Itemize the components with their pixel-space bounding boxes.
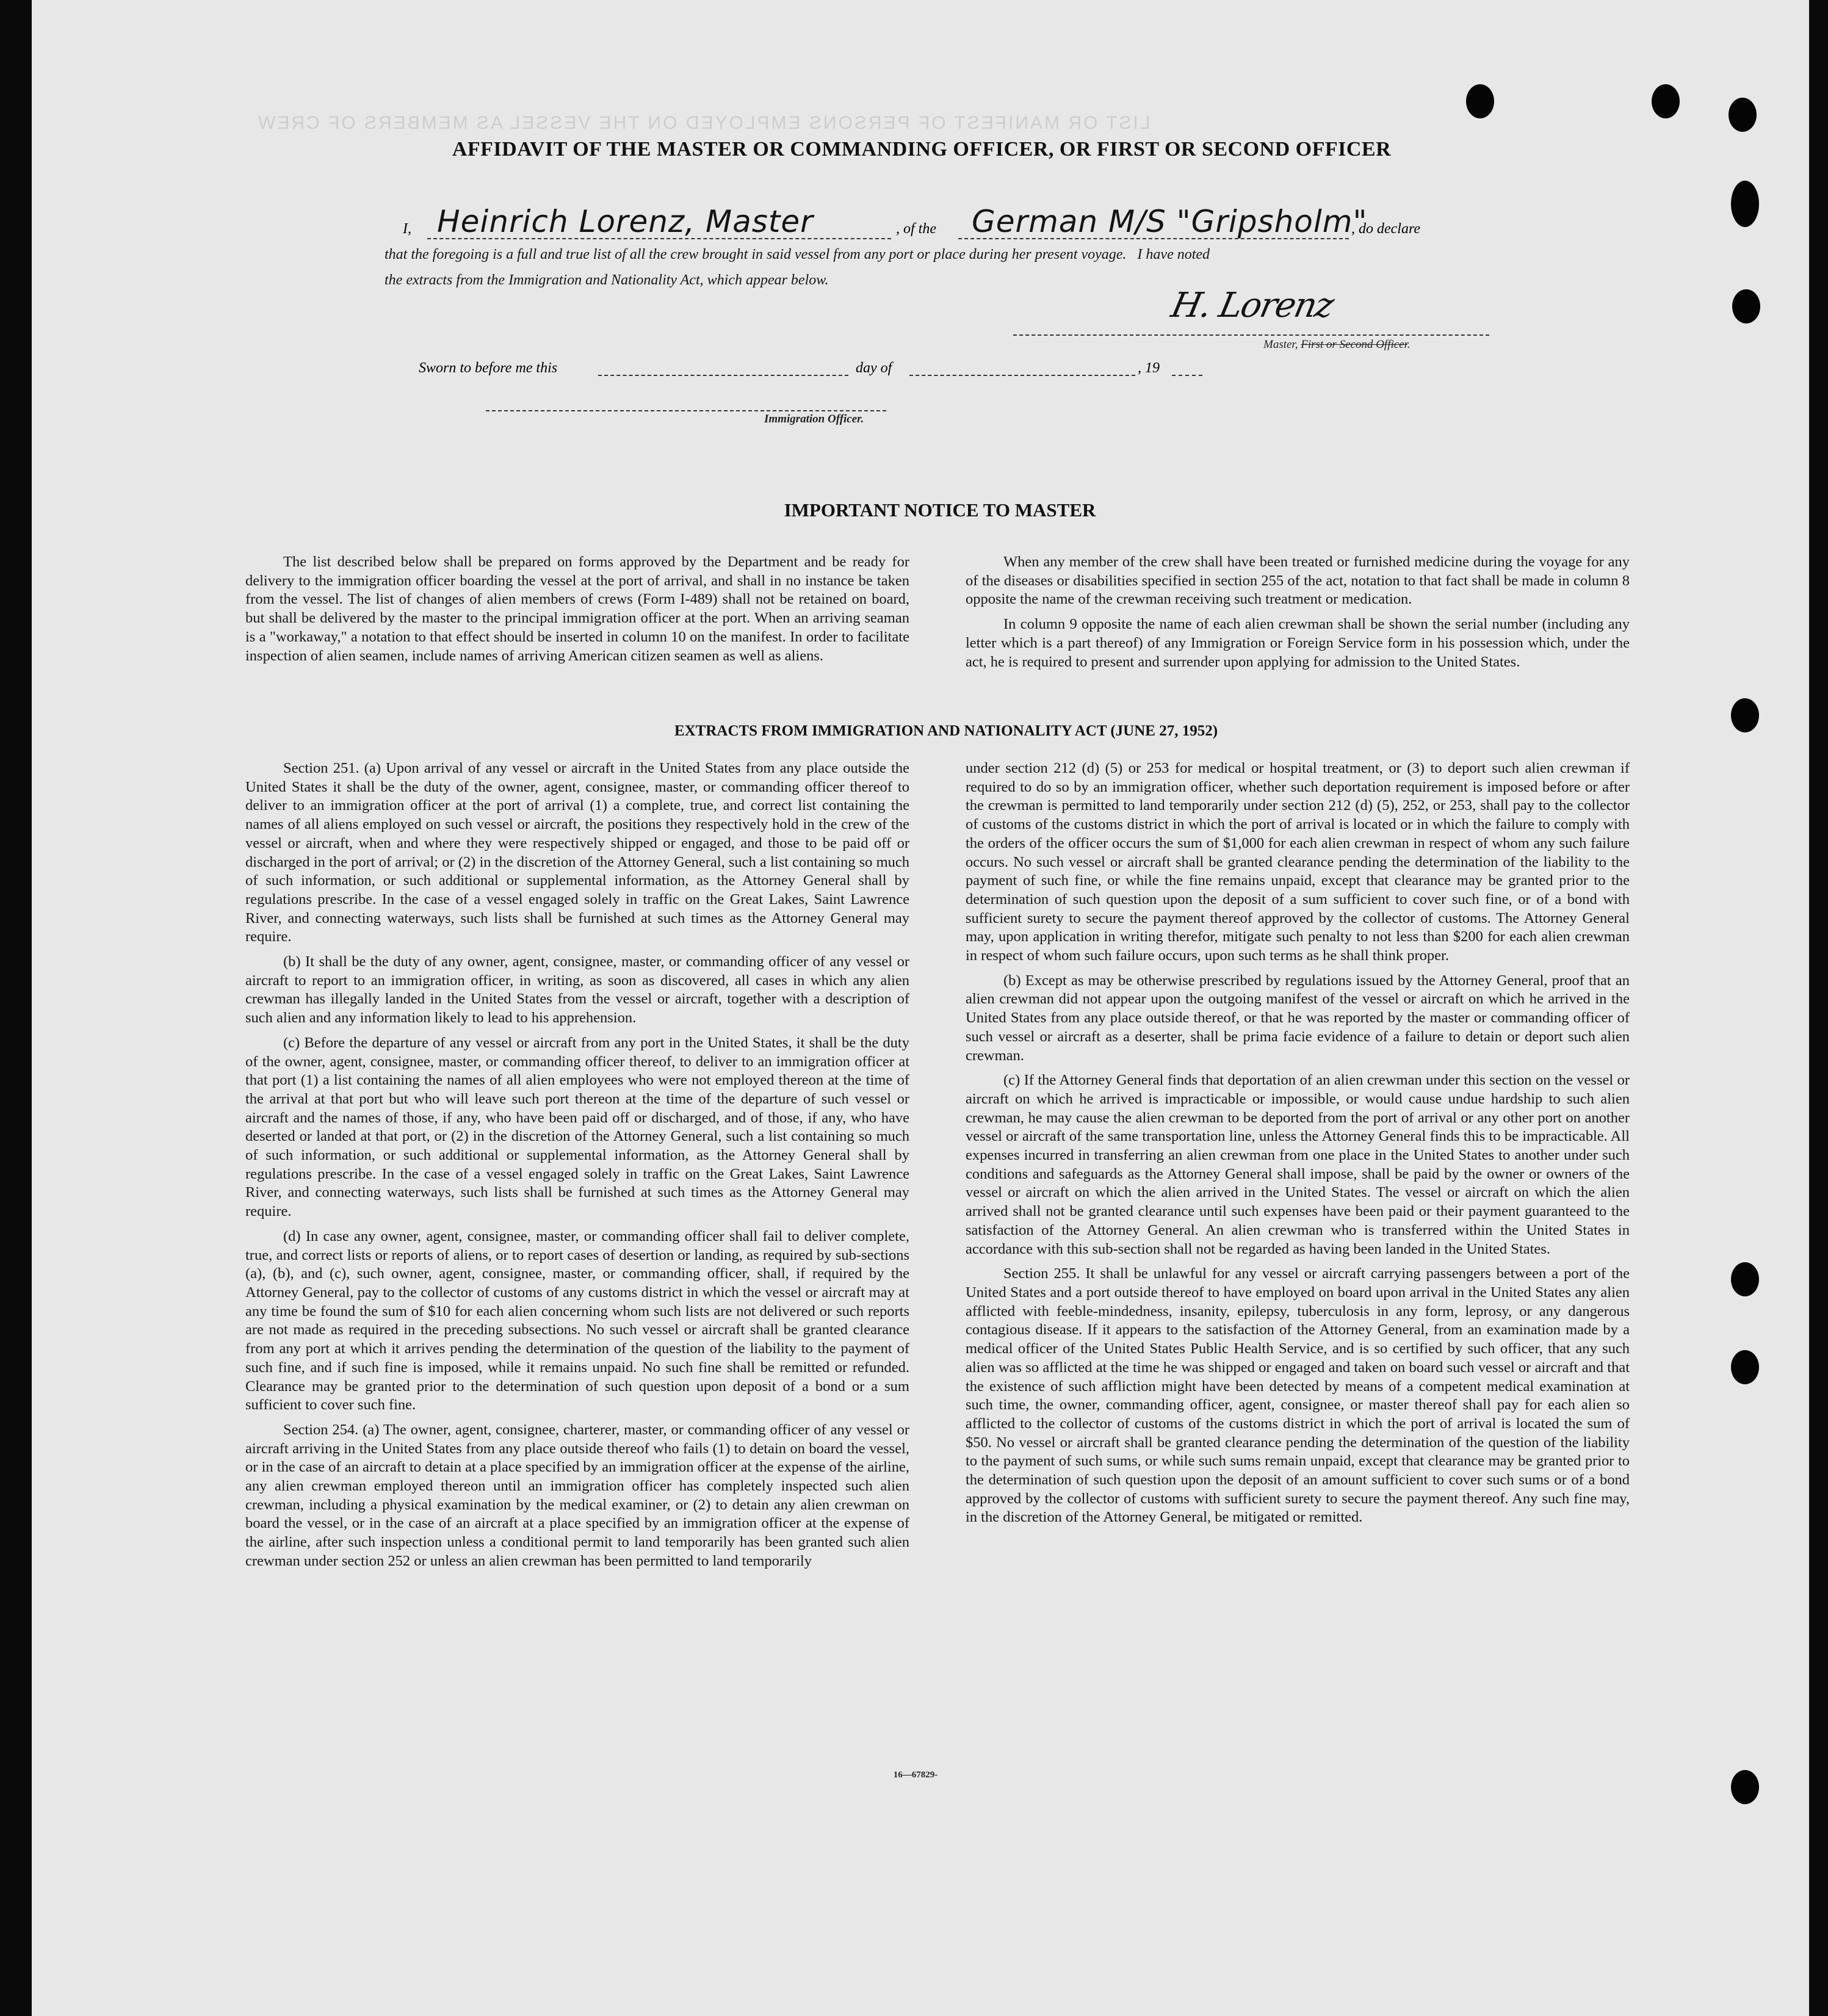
extracts-title: EXTRACTS FROM IMMIGRATION AND NATIONALITY ACT (JUNE 27, 1952): [674, 723, 1218, 739]
declarant-name: Heinrich Lorenz, Master: [437, 204, 814, 239]
extract-paragraph: Section 255. It shall be unlawful for any vessel or aircraft carrying passengers between a port of the United States and a port outside thereof to have employed on board upon arrival in the United States any alien afflicted with feeble-mindedness, insanity, epilepsy, tuberculosis in any form, leprosy, or any dangerous contagious disease. If it appears to the satisfaction of the Attorney General, from an examination made by a medical officer of the United States Public Health Service, and is so certified by such officer, that any such alien was so afflicted at the time he was shipped or engaged and taken on board such vessel or aircraft and that the existence of such affliction might have been detected by means of a competent medical examination at such time, the owner, commanding officer, agent, consignee, or master thereof shall pay for each alien so afflicted to the collector of customs of the customs district in which the port of arrival is located the sum of $50. No vessel or aircraft shall be granted clearance pending the determination of the question of the liability to the payment of such sums, or while such sums remain unpaid, except that clearance may be granted prior to the determination of such question upon the deposit of an amount sufficient to cover such sums or of a bond approved by the collector of customs with sufficient surety to secure the payment thereof. Any such fine may, in the discretion of the Attorney General, be mitigated or remitted.: [966, 1265, 1630, 1526]
notice-column-right: [966, 553, 1630, 677]
notice-title: IMPORTANT NOTICE TO MASTER: [784, 499, 1096, 521]
extract-paragraph: (c) Before the departure of any vessel or aircraft from any port in the United States, it shall be the duty of the owner, agent, consignee, master, or commanding officer thereof, to deliver to an immigration officer at that port (1) a list containing the names of all alien employees who were not employed thereon at the time of the arrival at that port but who will leave such port thereon at the time of the departure of such vessel or aircraft and the names of those, if any, who have been paid off or discharged, and of those, if any, who have deserted or landed at that port, or (2) in the discretion of the Attorney General, such a list containing so much of such information, or such additional or supplemental information, as the Attorney General shall by regulations prescribe. In the case of a vessel engaged solely in traffic on the Great Lakes, Saint Lawrence River, and connecting waterways, such lists shall be furnished at such times as the Attorney General may require.: [245, 1034, 909, 1220]
extracts-column-left: [245, 759, 909, 1577]
master-signature: [1166, 286, 1422, 341]
extract-paragraph: Section 251. (a) Upon arrival of any vessel or aircraft in the United States from any place outside the United States it shall be the duty of the owner, agent, consignee, master, or commanding officer thereof to deliver to an immigration officer at the port of arrival (1) a complete, true, and correct list containing the names of all aliens employed on such vessel or aircraft, the positions they respectively hold in the crew of the vessel or aircraft, when and where they were respectively shipped or engaged, and those to be paid off or discharged in the port of arrival; or (2) in the discretion of the Attorney General, such a list containing so much of such information, or such additional or supplemental information, as the Attorney General shall by regulations prescribe. In the case of a vessel engaged solely in traffic on the Great Lakes, Saint Lawrence River, and connecting waterways, such lists shall be furnished at such times as the Attorney General may require.: [245, 760, 909, 945]
affidavit-title: AFFIDAVIT OF THE MASTER OR COMMANDING OFFICER, OR FIRST OR SECOND OFFICER: [452, 138, 1392, 161]
print-code: 16—67829-: [893, 1770, 938, 1780]
declaration-line: [403, 204, 1501, 247]
declarant-name-line: [427, 238, 891, 239]
signature-caption-suffix: .: [1407, 338, 1411, 351]
extract-paragraph: under section 212 (d) (5) or 253 for medical or hospital treatment, or (3) to deport such alien crewman if required to do so by an immigration officer, whether such deportation requirement is imposed before or after the crewman is permitted to land temporarily under section 212 (d) (5), 252, or 253, shall pay to the collector of customs of the customs district in which the port of arrival is located or in which the failure to comply with the orders of the officer occurs the sum of $1,000 for each alien crewman in respect of whom any such failure occurs. No such vessel or aircraft shall be granted clearance pending the determination of the liability to the payment of such fine, or while the fine remains unpaid, except that clearance may be granted prior to the determination of such question upon the deposit of a sum sufficient to cover such fine, or of a bond with sufficient surety to secure the payment thereof approved by the collector of customs. The Attorney General may, upon application in writing therefor, mitigate such penalty to not less than $200 for each alien crewman in respect of whom such failure occurs, upon such terms as he shall think proper.: [966, 760, 1630, 964]
year-line: [1172, 375, 1202, 376]
notice-paragraph: In column 9 opposite the name of each alien crewman shall be shown the serial number (including any letter which is a part thereof) of any Immigration or Foreign Service form in his possession which, under the act, he is required to present and surrender upon applying for admission to the United States.: [966, 616, 1630, 670]
signature-caption: [1263, 338, 1411, 352]
declaration-prefix: I,: [403, 221, 411, 237]
extract-paragraph: (b) Except as may be otherwise prescribed by regulations issued by the Attorney General, proof that an alien crewman did not appear upon the outgoing manifest of the vessel or aircraft on which he arrived in the United States from any place outside thereof, or that he was reported by the master or commanding officer of such vessel or aircraft as a deserter, shall be prima facie evidence of a failure to detain or deport such alien crewman.: [966, 972, 1630, 1064]
extract-paragraph: Section 254. (a) The owner, agent, consignee, charterer, master, or commanding officer of any vessel or aircraft arriving in the United States from any place outside thereof who fails (1) to detain on board the vessel, or in the case of an aircraft to detain at a place specified by an immigration officer at the expense of the airline, any alien crewman employed thereon until an immigration officer has completely inspected such alien crewman, including a physical examination by the medical examiner, or (2) to detain any alien crewman on board the vessel, or in the case of an aircraft at a place specified by an immigration officer at the expense of the airline, after such inspection unless a conditional permit to land temporarily has been granted such alien crewman under section 252 or unless an alien crewman has been permitted to land temporarily: [245, 1421, 909, 1569]
signature-line: [1013, 334, 1489, 336]
reverse-side-bleed-through: LIST OR MANIFEST OF PERSONS EMPLOYED ON THE VESSEL AS MEMBERS OF CREW: [256, 113, 1151, 133]
extract-paragraph: (d) In case any owner, agent, consignee, master, or commanding officer shall fail to deliver complete, true, and correct lists or reports of aliens, or to report cases of desertion or landing, as required by sub-sections (a), (b), and (c), such owner, agent, consignee, master, or commanding officer, shall, if required by the Attorney General, pay to the collector of customs of any customs district in which the vessel or aircraft may at any time be found the sum of $10 for each alien concerning whom such lists are not delivered or such reports are not made as required in the preceding subsections. No such vessel or aircraft shall be granted clearance from any port at which it arrives pending the determination of the question of the liability to the payment of such fine, and if such fine is imposed, while it remains unpaid. No such fine shall be remitted or refunded. Clearance may be granted prior to the determination of such question upon deposit of a bond or a sum sufficient to cover such fine.: [245, 1227, 909, 1414]
of-the-label: , of the: [896, 221, 936, 237]
extracts-column-right: [966, 759, 1630, 1533]
immigration-officer-label: Immigration Officer.: [764, 413, 864, 425]
signature-caption-master: Master,: [1263, 338, 1301, 351]
sworn-label: Sworn to before me this: [419, 360, 558, 376]
year-label: , 19: [1138, 360, 1160, 376]
month-line: [909, 375, 1135, 376]
vessel-name-line: [958, 238, 1349, 239]
notice-column-left: [245, 553, 909, 671]
notice-paragraph: When any member of the crew shall have been treated or furnished medicine during the voyage for any of the diseases or disabilities specified in section 255 of the act, notation to that fact shall be made in column 8 opposite the name of the crewman receiving such treatment or medication.: [966, 554, 1630, 608]
declaration-text-line1: that the foregoing is a full and true list of all the crew brought in said vessel from any port or place during her present voyage. I have noted: [385, 247, 1210, 262]
declaration-text-line2: the extracts from the Immigration and Nationality Act, which appear below.: [385, 272, 829, 288]
day-of-label: day of: [856, 360, 892, 376]
vessel-name: German M/S "Gripsholm": [972, 204, 1368, 239]
immigration-officer-line: [486, 410, 886, 411]
sworn-date-line: [598, 375, 848, 376]
notice-paragraph: The list described below shall be prepared on forms approved by the Department and be ready for delivery to the immigration officer boarding the vessel at the port of arrival, and shall in no instance be taken from the vessel. The list of changes of alien members of crews (Form I-489) shall not be retained on board, but shall be delivered by the master to the principal immigration officer at the port. When an arriving seaman is a "workaway," a notation to that effect should be inserted in column 10 on the manifest. In order to facilitate inspection of alien seamen, include names of arriving American citizen seamen as well as aliens.: [245, 554, 909, 664]
extract-paragraph: (b) It shall be the duty of any owner, agent, consignee, master, or commanding officer of any vessel or aircraft to report to an immigration officer, in writing, as soon as discovered, all cases in which any alien crewman has illegally landed in the United States from the vessel or aircraft, together with a description of such alien and any information likely to lead to his apprehension.: [245, 953, 909, 1027]
signature-caption-struck: First or Second Officer: [1301, 338, 1407, 351]
do-declare-label: , do declare: [1351, 221, 1421, 237]
signature-text: H. Lorenz: [1168, 286, 1337, 325]
extract-paragraph: (c) If the Attorney General finds that deportation of an alien crewman under this section on the vessel or aircraft on which he arrived is impracticable or impossible, or would cause undue hardship to such alien crewman, he may cause the alien crewman to be deported from the port of arrival or any other port on another vessel or aircraft of the same transportation line, unless the Attorney General finds this to be impracticable. All expenses incurred in transferring an alien crewman from one place in the United States to another under such conditions and safeguards as the Attorney General shall impose, shall be paid by the owner or owners of the vessel or aircraft on which the alien arrived in the United States. The vessel or aircraft on which the alien arrived shall not be granted clearance until such expenses have been paid or their payment guaranteed to the satisfaction of the Attorney General. An alien crewman who is transferred within the United States in accordance with this sub-section shall not be regarded as having been landed in the United States.: [966, 1072, 1630, 1257]
